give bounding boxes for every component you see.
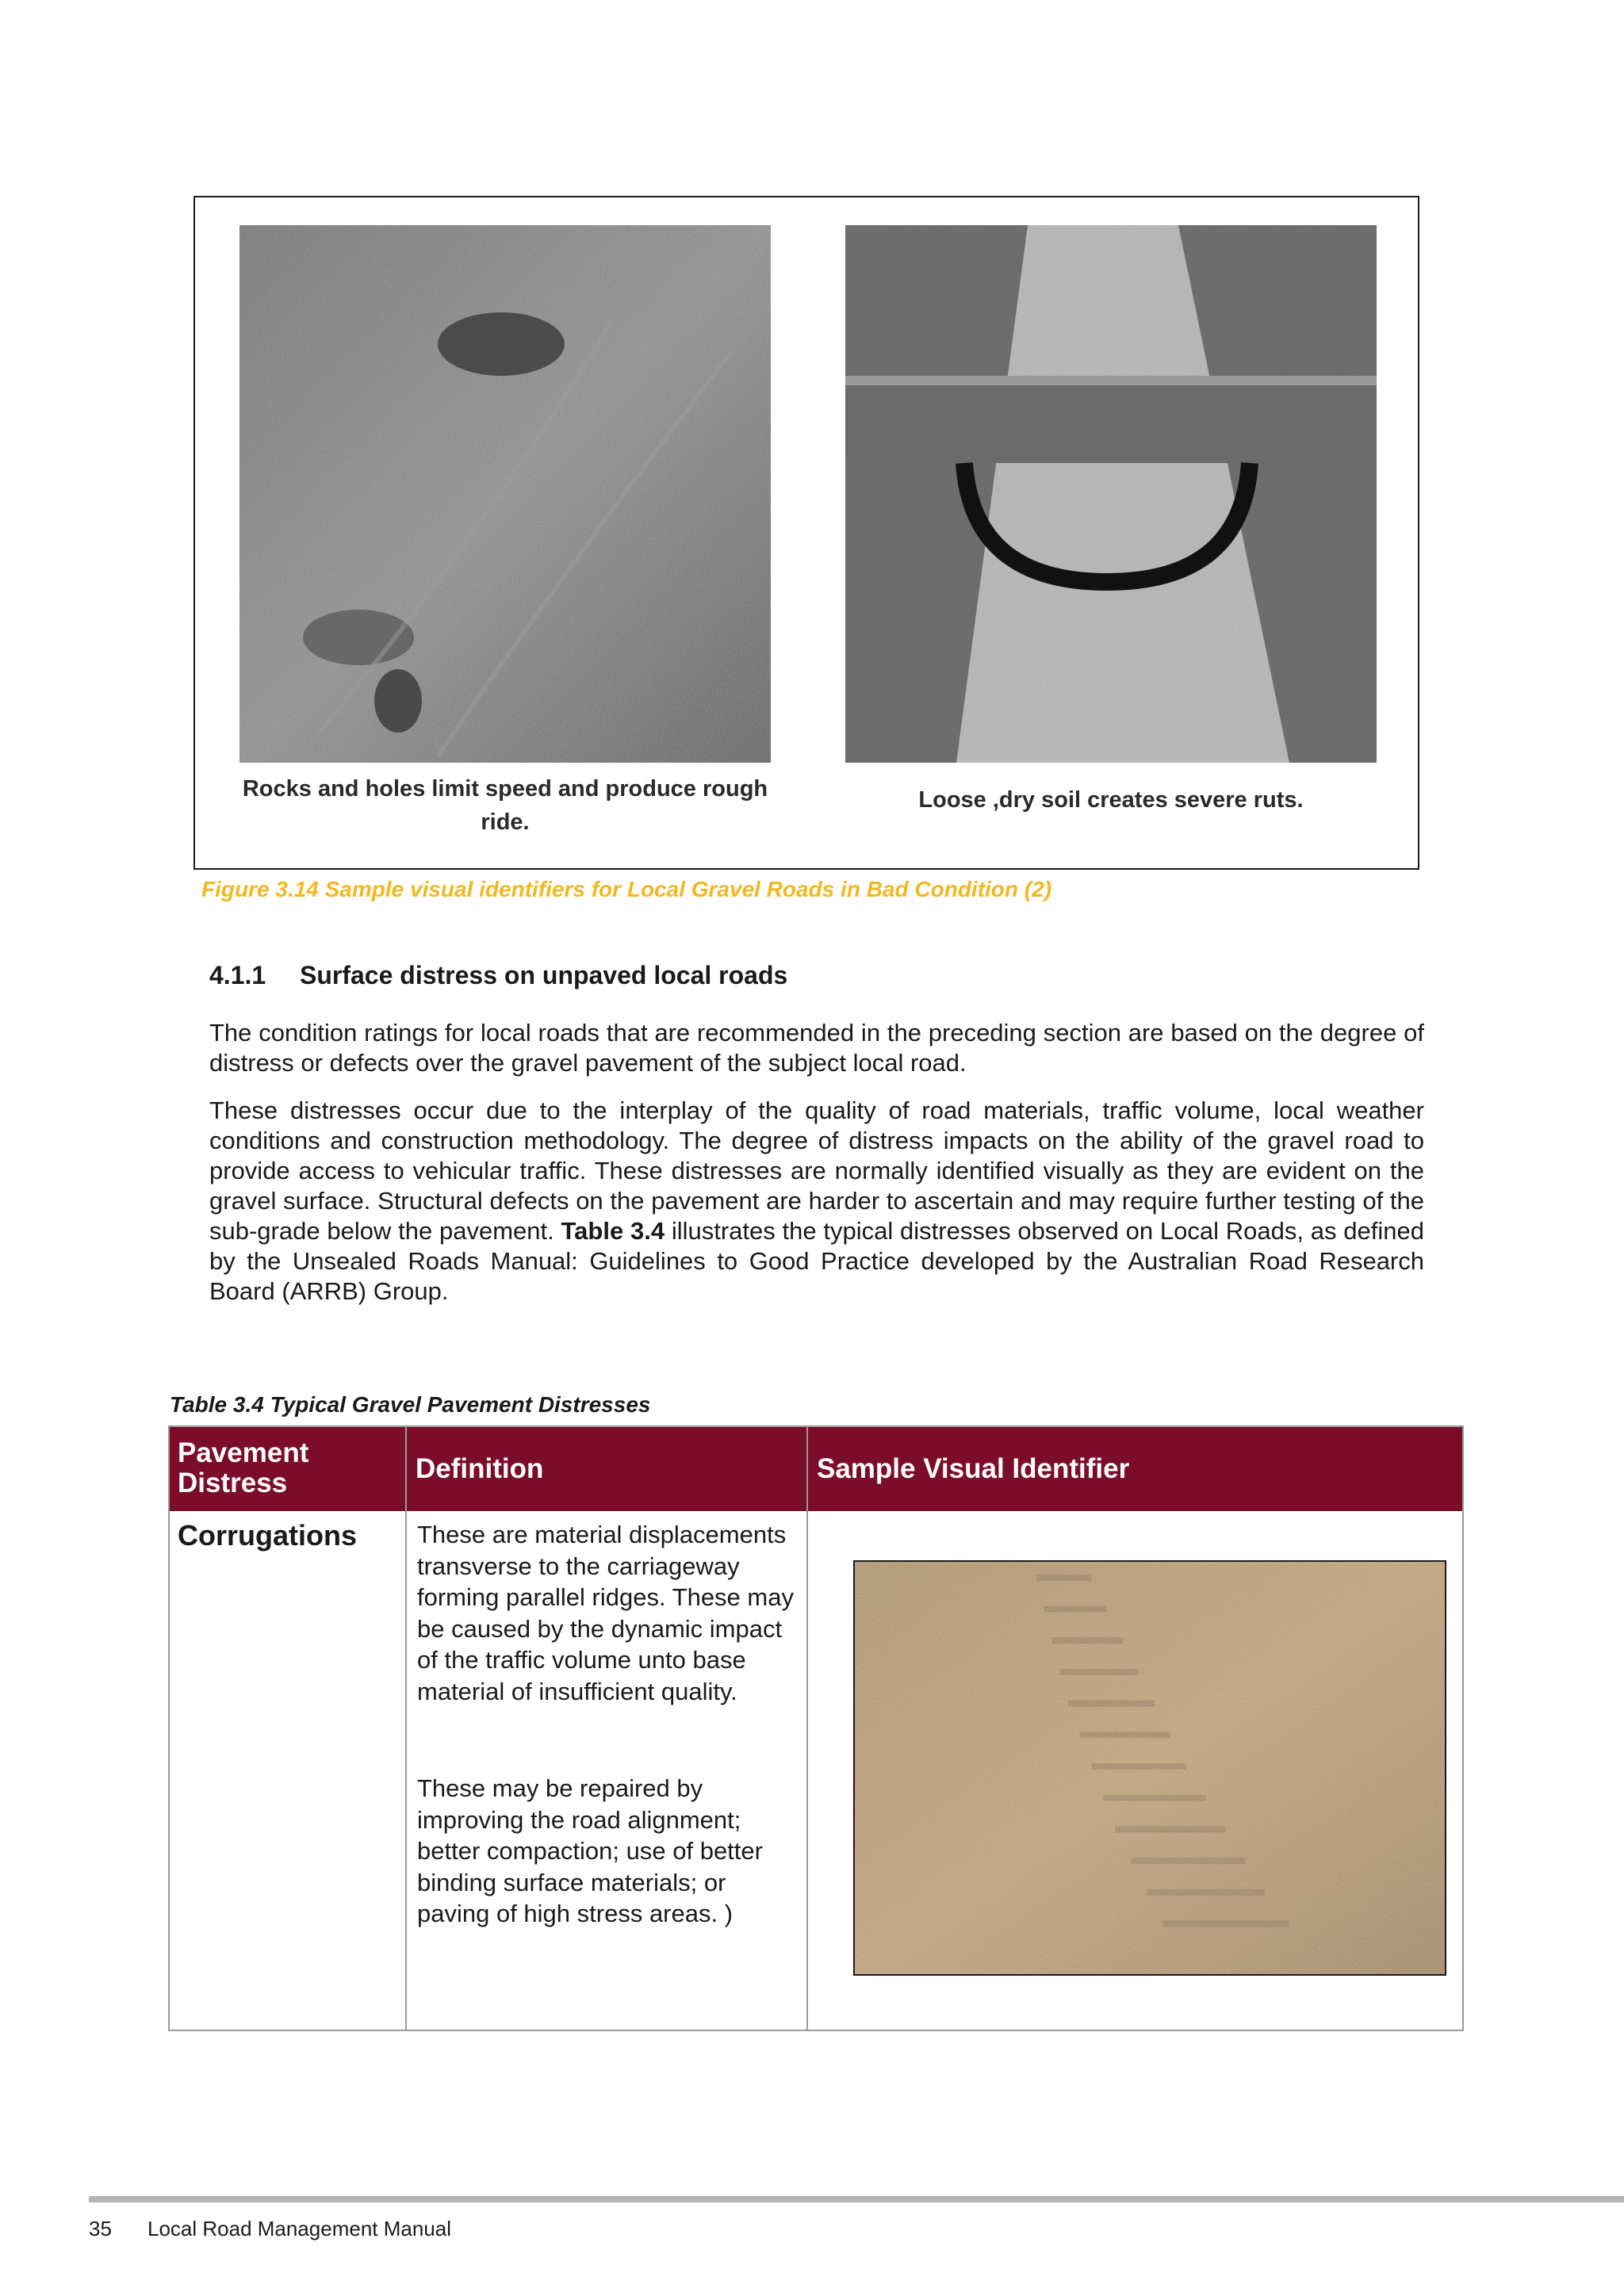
rocky-road-photo — [239, 225, 771, 763]
column-divider — [806, 1427, 808, 2030]
figure-caption: Figure 3.14 Sample visual identifiers for Local Gravel Roads in Bad Condition (2) — [201, 877, 1052, 901]
paragraph-distresses-text-2: illustrates the typical distresses observed on Local Roads, as defined by the Unsealed Roads Manual: Guidelines to Good Practice developed by the Australian Road Research Board (ARRB) Group. — [209, 1217, 1424, 1305]
table-caption: Table 3.4 Typical Gravel Pavement Distresses — [170, 1392, 651, 1417]
section-number: 4.1.1 — [209, 961, 266, 989]
table-reference-link: Table 3.4 — [561, 1217, 665, 1245]
left-photo-caption: Rocks and holes limit speed and produce rough ride. — [242, 776, 768, 835]
header-pavement-distress: Pavement Distress — [178, 1437, 309, 1498]
paragraph-distresses-text-1: These distresses occur due to the interplay of the quality of road materials, traffic volume, local weather conditions and construction methodology. The degree of distress impacts on the ability of the gravel road to provide access to vehicular traffic. These distresses are normally identified visually as they are evident on the gravel surface. Structural defects on the pavement are harder to ascertain and may require further testing of the sub-grade below the pavement. — [209, 1096, 1424, 1245]
header-sample-visual-identifier: Sample Visual Identifier — [817, 1453, 1130, 1484]
footer-title: Local Road Management Manual — [147, 2217, 452, 2241]
footer-rule — [89, 2196, 1624, 2202]
section-title: Surface distress on unpaved local roads — [300, 961, 788, 989]
right-photo-caption: Loose ,dry soil creates severe ruts. — [918, 787, 1304, 813]
distress-table — [168, 1425, 1464, 2031]
corrugations-photo — [853, 1560, 1446, 1976]
page-number: 35 — [89, 2217, 112, 2241]
paragraph-condition-ratings: The condition ratings for local roads that are recommended in the preceding section are based on the degree of distress or defects over the gravel pavement of the subject local road. — [209, 1019, 1424, 1077]
table-header-row — [170, 1427, 1462, 1511]
cell-definition-repair: These may be repaired by improving the road alignment; better compaction; use of better binding surface materials; or paving of high stress areas. ) — [417, 1774, 763, 1927]
header-definition: Definition — [416, 1453, 544, 1484]
cell-distress-name: Corrugations — [178, 1519, 358, 1552]
cell-definition-description: These are material displacements transverse to the carriageway forming parallel ridges. These may be caused by the dynamic impact of the traffic volume unto base material of insufficient quality. — [417, 1521, 794, 1705]
rutted-road-photo — [845, 225, 1377, 763]
column-divider — [405, 1427, 407, 2030]
section-heading — [209, 961, 787, 990]
paragraph-distresses — [209, 1096, 1424, 1307]
